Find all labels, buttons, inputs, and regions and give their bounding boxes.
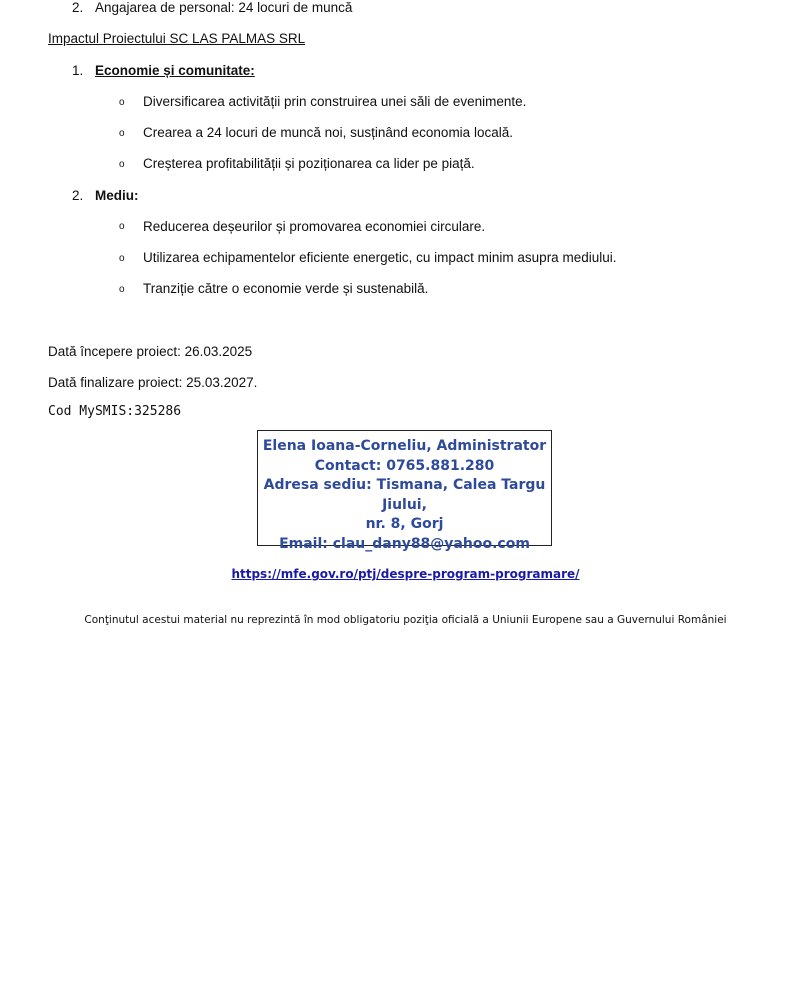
start-date: Dată începere proiect: 26.03.2025 — [48, 344, 253, 359]
bullet-text: Tranziție către o economie verde și sustenabilă. — [143, 281, 429, 296]
contact-address: Adresa sediu: Tismana, Calea Targu Jiului, — [263, 477, 546, 513]
bullet-text: Crearea a 24 locuri de muncă noi, susținând economia locală. — [143, 125, 513, 140]
mysmis-code: Cod MySMIS:325286 — [48, 404, 182, 419]
contact-name: Elena Ioana-Corneliu, Administrator — [262, 438, 547, 454]
section-title-economie: Economie și comunitate: — [95, 63, 255, 78]
bullet-marker: o — [119, 253, 125, 264]
bullet-text: Utilizarea echipamentelor eficiente energetic, cu impact minim asupra mediului. — [143, 250, 617, 265]
end-date: Dată finalizare proiect: 25.03.2027. — [48, 375, 258, 390]
section-number: 2. — [72, 188, 84, 203]
list-item-text: Angajarea de personal: 24 locuri de muncă — [95, 0, 353, 15]
bullet-marker: o — [119, 159, 125, 170]
bullet-text: Diversificarea activității prin construirea unei săli de evenimente. — [143, 94, 527, 109]
bullet-marker: o — [119, 221, 125, 232]
section-title-mediu: Mediu: — [95, 188, 139, 203]
bullet-marker: o — [119, 128, 125, 139]
disclaimer: Conţinutul acestui material nu reprezintă în mod obligatoriu poziţia oficială a Uniunii Europene sau a Guvernului României — [84, 614, 727, 626]
contact-phone: Contact: 0765.881.280 — [314, 457, 495, 474]
bullet-marker: o — [119, 284, 125, 295]
list-number: 2. — [72, 0, 84, 15]
bullet-text: Creșterea profitabilității și poziționarea ca lider pe piață. — [143, 156, 475, 171]
contact-address-cont: nr. 8, Gorj — [365, 516, 444, 532]
bullet-text: Reducerea deșeurilor și promovarea economiei circulare. — [143, 219, 486, 234]
impact-heading: Impactul Proiectului SC LAS PALMAS SRL — [48, 31, 306, 46]
section-number: 1. — [72, 63, 84, 78]
program-link[interactable]: https://mfe.gov.ro/ptj/despre-program-programare/ — [231, 567, 580, 581]
contact-box — [257, 430, 552, 552]
bullet-marker: o — [119, 97, 125, 108]
contact-email[interactable]: Email: clau_dany88@yahoo.com — [279, 535, 530, 552]
